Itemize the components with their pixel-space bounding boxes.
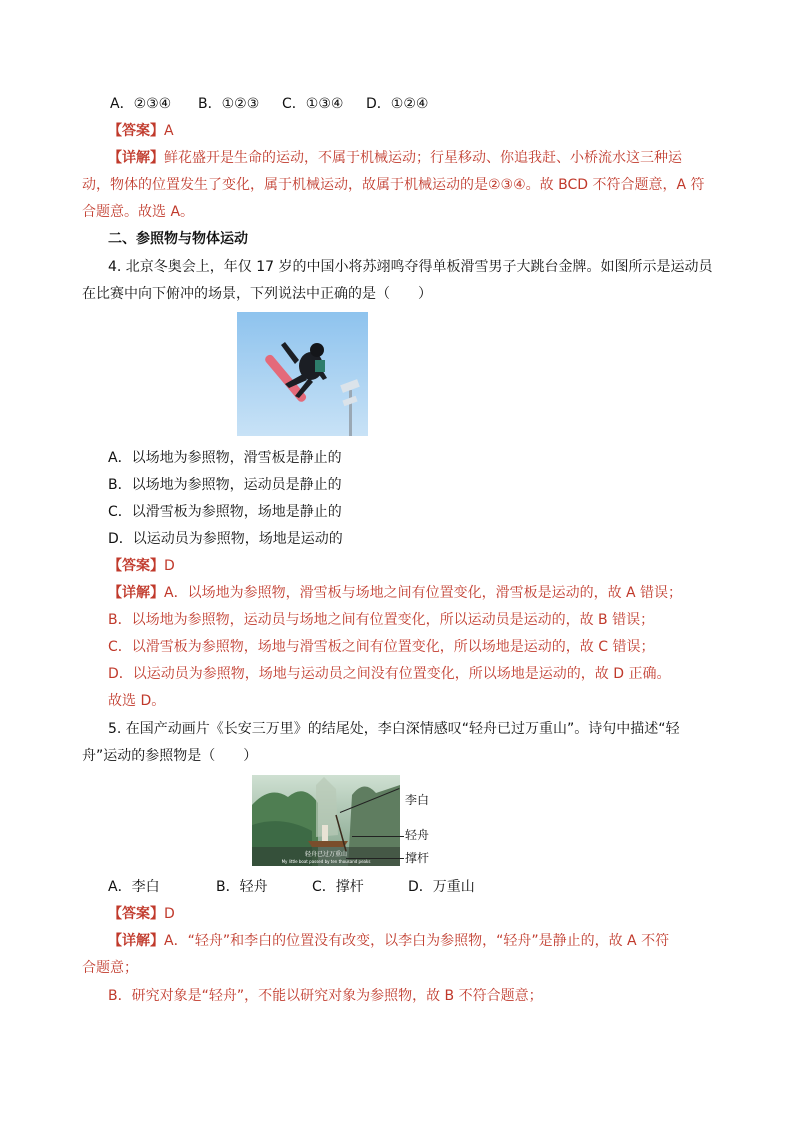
q3-option-a: A．②③④ — [110, 96, 172, 112]
q5-stem-line-2: 舟”运动的参照物是（ ） — [82, 748, 258, 764]
q3-option-c: C．①③④ — [282, 96, 344, 112]
q4-detail-line-2: B．以场地为参照物，运动员与场地之间有位置变化，所以运动员是运动的，故 B 错误； — [108, 612, 655, 628]
leader-line-pole — [346, 858, 404, 859]
q4-answer — [108, 556, 175, 576]
q3-option-b: B．①②③ — [198, 96, 260, 112]
q4-option-b: B．以场地为参照物，运动员是静止的 — [108, 477, 342, 493]
mountain-boat-illustration — [252, 775, 400, 866]
answer-value: D — [164, 906, 175, 922]
label-libai: 李白 — [405, 793, 430, 807]
q4-stem-line-1: 4. 北京冬奥会上，年仅 17 岁的中国小将苏翊鸣夺得单板滑雪男子大跳台金牌。如图所示是运动员 — [108, 259, 713, 275]
q3-detail-line-1 — [108, 148, 682, 168]
q5-answer — [108, 904, 175, 924]
q5-option-a: A．李白 — [108, 879, 160, 895]
q3-detail-line-3: 合题意。故选 A。 — [82, 204, 195, 220]
q4-stem-line-2: 在比赛中向下俯冲的场景，下列说法中正确的是（ ） — [82, 286, 432, 302]
answer-tag: 【答案】 — [108, 123, 164, 139]
detail-tag: 【详解】 — [108, 150, 164, 166]
q5-detail-line-2: 合题意； — [82, 960, 138, 976]
answer-tag: 【答案】 — [108, 906, 164, 922]
q5-options — [108, 877, 475, 897]
subtitle-en: My little boat passed by ten thousand peaks — [281, 859, 371, 864]
q4-detail-line-5: 故选 D。 — [108, 693, 166, 709]
detail-text: A．以场地为参照物，滑雪板与场地之间有位置变化，滑雪板是运动的，故 A 错误； — [164, 585, 683, 601]
detail-text: 鲜花盛开是生命的运动，不属于机械运动；行星移动、你追我赶、小桥流水这三种运 — [164, 150, 682, 166]
section-title: 二、参照物与物体运动 — [108, 231, 248, 247]
subtitle-cn: 轻舟已过万重山 — [304, 851, 348, 858]
q4-detail-line-1 — [108, 583, 682, 603]
q4-option-c: C．以滑雪板为参照物，场地是静止的 — [108, 504, 342, 520]
snowboarder-photo — [237, 312, 368, 436]
animation-still — [252, 775, 400, 866]
q5-detail-line-1 — [108, 931, 669, 951]
q4-option-a: A．以场地为参照物，滑雪板是静止的 — [108, 450, 342, 466]
q3-answer — [108, 121, 174, 141]
label-boat: 轻舟 — [405, 828, 430, 842]
q5-detail-line-3: B．研究对象是“轻舟”，不能以研究对象为参照物，故 B 不符合题意； — [108, 988, 543, 1004]
detail-tag: 【详解】 — [108, 933, 164, 949]
q4-detail-line-3: C．以滑雪板为参照物，场地与滑雪板之间有位置变化，所以场地是运动的，故 C 错误； — [108, 639, 655, 655]
detail-tag: 【详解】 — [108, 585, 164, 601]
q3-detail-line-2: 动，物体的位置发生了变化，属于机械运动，故属于机械运动的是②③④。故 BCD 不符合题意，A 符 — [82, 177, 705, 193]
answer-tag: 【答案】 — [108, 558, 164, 574]
q5-option-b: B．轻舟 — [216, 879, 268, 895]
q3-option-d: D．①②④ — [366, 96, 429, 112]
q4-detail-line-4: D．以运动员为参照物，场地与运动员之间没有位置变化，所以场地是运动的，故 D 正确。 — [108, 666, 671, 682]
q3-options — [110, 94, 428, 114]
q5-option-c: C．撑杆 — [312, 879, 364, 895]
answer-value: D — [164, 558, 175, 574]
answer-value: A — [164, 123, 174, 139]
q4-option-d: D．以运动员为参照物，场地是运动的 — [108, 531, 343, 547]
q5-stem-line-1: 5. 在国产动画片《长安三万里》的结尾处，李白深情感叹“轻舟已过万重山”。诗句中描述“轻 — [108, 721, 680, 737]
q5-option-d: D．万重山 — [408, 879, 475, 895]
detail-text: A．“轻舟”和李白的位置没有改变，以李白为参照物，“轻舟”是静止的，故 A 不符 — [164, 933, 670, 949]
snowboarder-illustration — [237, 312, 368, 436]
leader-line-boat — [352, 836, 404, 837]
label-pole: 撑杆 — [405, 851, 430, 865]
